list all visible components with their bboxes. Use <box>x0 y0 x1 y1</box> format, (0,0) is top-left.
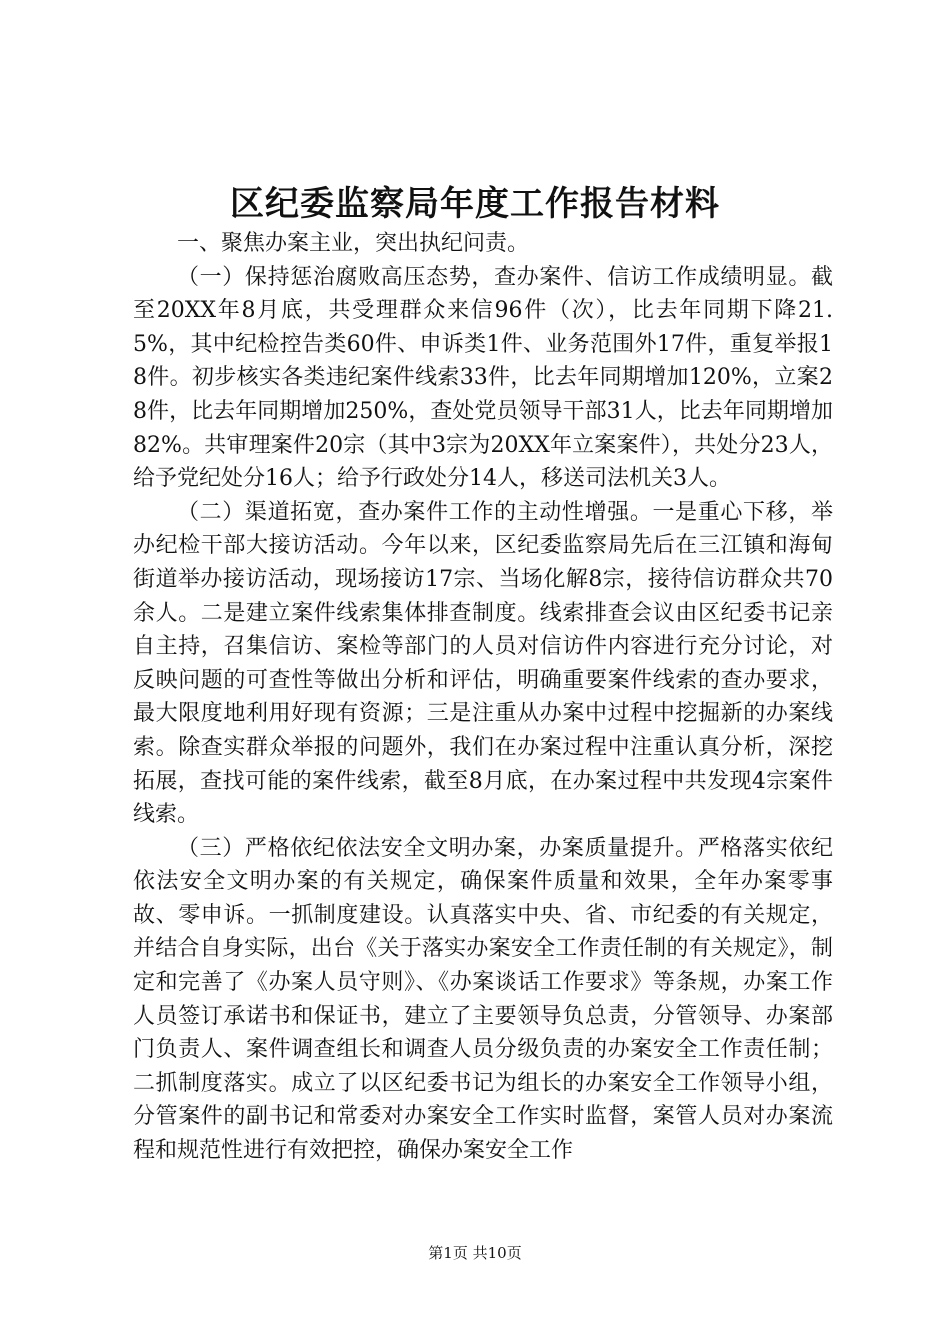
paragraph-item-3: （三）严格依纪依法安全文明办案，办案质量提升。严格落实依纪依法安全文明办案的有关规定，确保案件质量和效果，全年办案零事故、零申诉。一抓制度建设。认真落实中央、省、市纪委的有关规定，并结合自身实际，出台《关于落实办案安全工作责任制的有关规定》，制定和完善了《办案人员守则》、《办案谈话工作要求》等条规，办案工作人员签订承诺书和保证书，建立了主要领导负总责，分管领导、办案部门负责人、案件调查组长和调查人员分级负责的办案安全工作责任制；二抓制度落实。成立了以区纪委书记为组长的办案安全工作领导小组，分管案件的副书记和常委对办案安全工作实时监督，案管人员对办案流程和规范性进行有效把控，确保办案安全工作 <box>133 835 833 1164</box>
paragraph-item-2: （二）渠道拓宽，查办案件工作的主动性增强。一是重心下移，举办纪检干部大接访活动。今年以来，区纪委监察局先后在三江镇和海甸街道举办接访活动，现场接访17宗、当场化解8宗，接待信访群众共70余人。二是建立案件线索集体排查制度。线索排查会议由区纪委书记亲自主持，召集信访、案检等部门的人员对信访件内容进行充分讨论，对反映问题的可查性等做出分析和评估，明确重要案件线索的查办要求，最大限度地利用好现有资源；三是注重从办案中过程中挖掘新的办案线索。除查实群众举报的问题外，我们在办案过程中注重认真分析，深挖拓展，查找可能的案件线索，截至8月底，在办案过程中共发现4宗案件线索。 <box>133 499 833 828</box>
paragraph-item-1: （一）保持惩治腐败高压态势，查办案件、信访工作成绩明显。截至20XX年8月底，共受理群众来信96件（次），比去年同期下降21.5%，其中纪检控告类60件、申诉类1件、业务范围外17件，重复举报18件。初步核实各类违纪案件线索33件，比去年同期增加120%，立案28件，比去年同期增加250%，查处党员领导干部31人，比去年同期增加82%。共审理案件20宗（其中3宗为20XX年立案案件），共处分23人，给予党纪处分16人；给予行政处分14人，移送司法机关3人。 <box>133 264 833 492</box>
paragraph-section-heading: 一、聚焦办案主业，突出执纪问责。 <box>177 231 530 256</box>
document-body <box>133 227 833 1168</box>
page-number-footer: 第1页 共10页 <box>428 1244 522 1262</box>
document-title: 区纪委监察局年度工作报告材料 <box>230 184 720 224</box>
